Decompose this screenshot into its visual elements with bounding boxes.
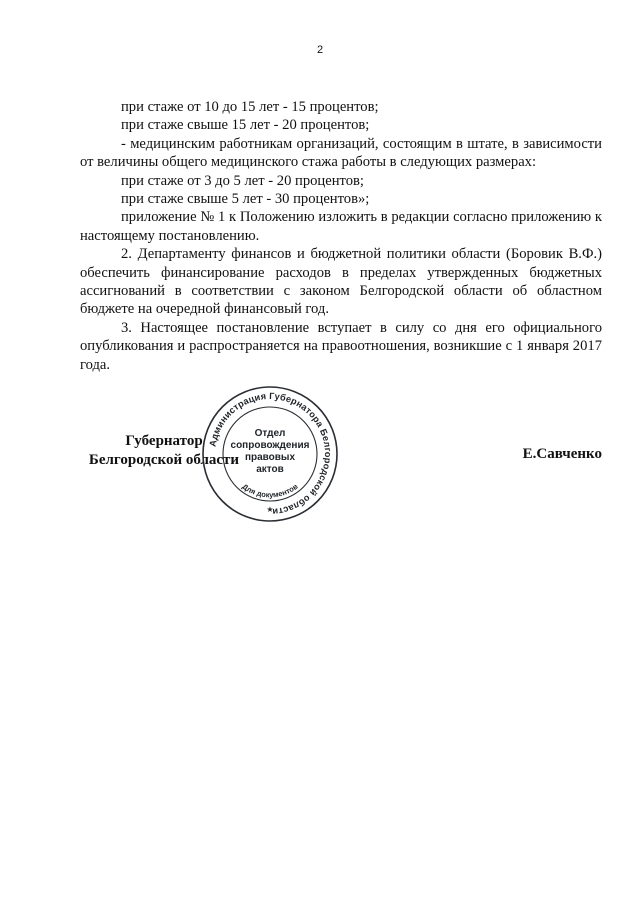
paragraph-6: приложение № 1 к Положению изложить в редакции согласно приложению к настоящему постановлению.	[80, 209, 602, 244]
stamp-center-line-1: Отдел	[254, 428, 286, 439]
paragraph-7: 2. Департаменту финансов и бюджетной политики области (Боровик В.Ф.) обеспечить финансирование расходов в пределах утвержденных бюджетных ассигнований в соответствии с законом Белгородской области об областном бюджете на очередной финансовый год.	[80, 246, 602, 318]
stamp-center-line-2: сопровождения	[230, 440, 310, 451]
paragraph-4: при стаже от 3 до 5 лет - 20 процентов;	[121, 172, 364, 189]
page-number: 2	[316, 44, 324, 56]
stamp-center-line-4: актов	[256, 464, 284, 475]
paragraph-2: при стаже свыше 15 лет - 20 процентов;	[121, 117, 370, 134]
signatory-title-line-1: Губернатор	[125, 433, 203, 449]
paragraph-3: - медицинским работникам организаций, состоящим в штате, в зависимости от величины общего медицинского стажа работы в следующих размерах:	[80, 135, 602, 171]
stamp-center-line-3: правовых	[244, 452, 296, 463]
signatory-name: Е.Савченко	[522, 446, 602, 462]
paragraph-5: при стаже свыше 5 лет - 30 процентов»;	[121, 191, 370, 208]
document-body	[80, 98, 602, 374]
stamp-ring-text: Администрация Губернатора Белгородской области	[207, 390, 334, 518]
official-stamp	[200, 384, 340, 524]
paragraph-8: 3. Настоящее постановление вступает в силу со дня его официального опубликования и распространяется на правоотношения, возникшие с 1 января 2017 года.	[80, 319, 602, 373]
stamp-bottom-text: Для документов	[240, 481, 300, 500]
signatory-title-line-2: Белгородской области	[88, 452, 240, 468]
star-icon: ★	[266, 505, 274, 514]
paragraph-1: при стаже от 10 до 15 лет - 15 процентов;	[121, 99, 379, 115]
